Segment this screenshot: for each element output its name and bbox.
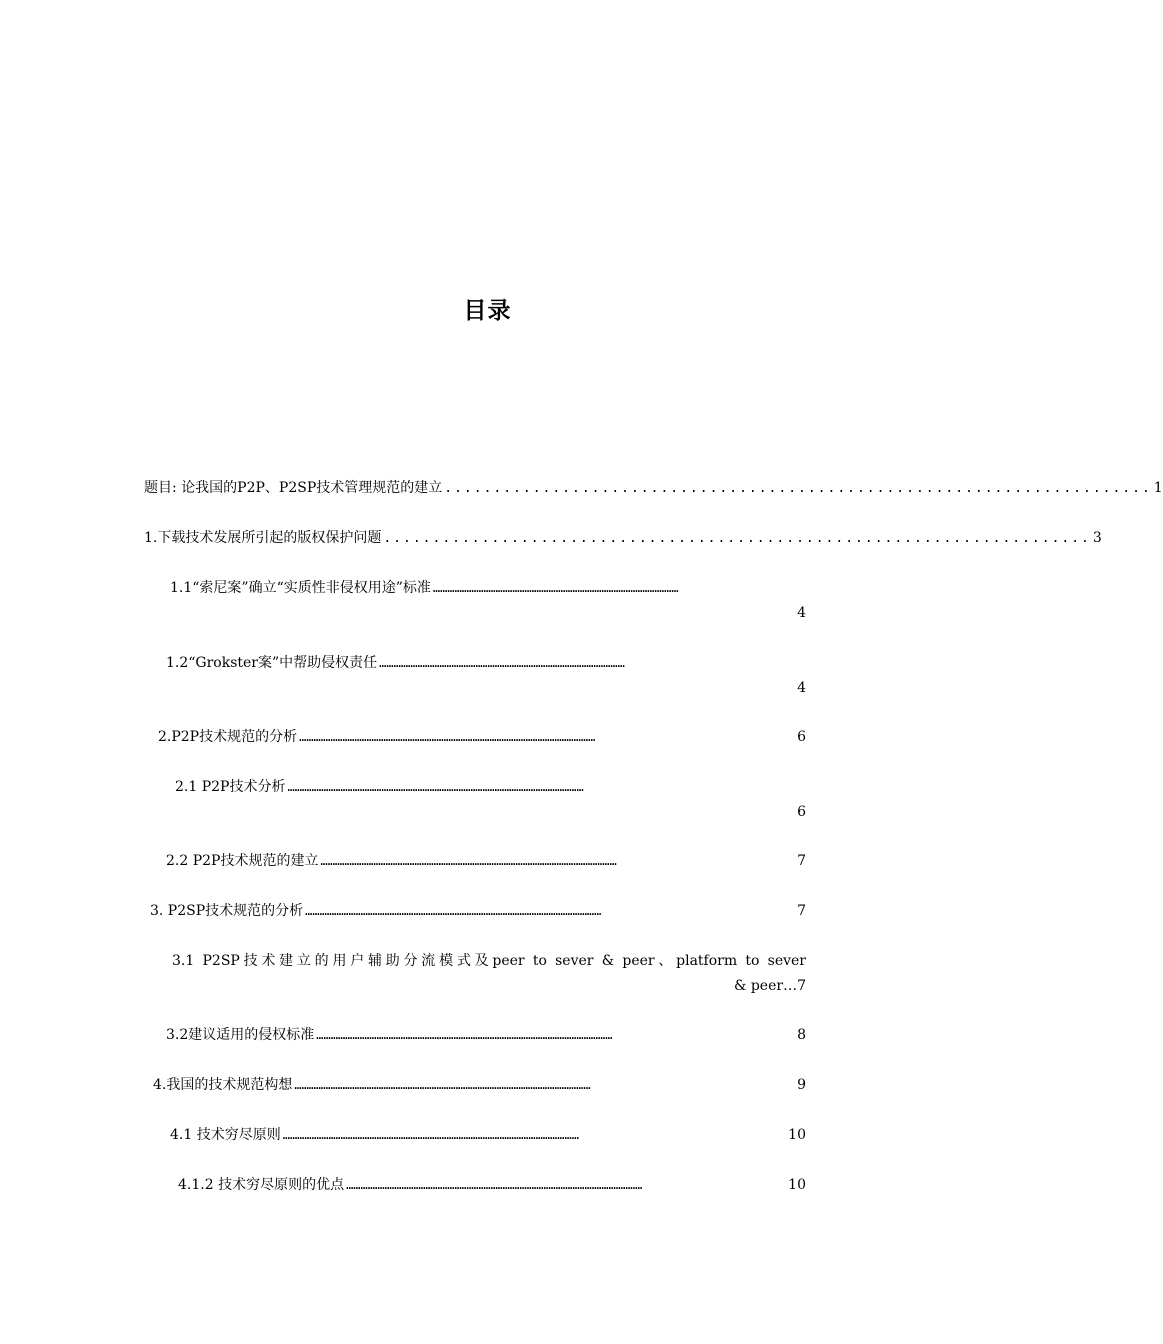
toc-entry-page: 1 bbox=[1153, 480, 1163, 496]
toc-entry[interactable] bbox=[170, 1125, 806, 1145]
dot-leader: …………………………………………………………………………………………………………… bbox=[316, 1028, 613, 1042]
toc-entry-page: 9 bbox=[797, 1077, 806, 1093]
dot-leader: … bbox=[783, 978, 798, 994]
toc-entry-page: 10 bbox=[788, 1127, 806, 1143]
toc-entry-label: 1.1“索尼案”确立“实质性非侵权用途”标准 bbox=[170, 580, 431, 596]
toc-entry[interactable] bbox=[166, 653, 806, 673]
toc-entry-label: 2.P2P技术规范的分析 bbox=[158, 729, 298, 745]
toc-entry[interactable] bbox=[166, 851, 806, 871]
toc-entry[interactable] bbox=[172, 951, 806, 971]
toc-entry-label: 3.2建议适用的侵权标准 bbox=[166, 1027, 315, 1043]
toc-entry[interactable] bbox=[170, 578, 806, 598]
toc-entry-continuation bbox=[560, 976, 806, 996]
toc-entry-label-continuation: & peer bbox=[733, 978, 784, 994]
toc-entry-page: 7 bbox=[797, 853, 806, 869]
dot-leader: ………………………………………………………………………………………… bbox=[379, 656, 625, 670]
page-title: 目录 bbox=[463, 298, 512, 324]
dot-leader: ........................................................................ bbox=[383, 531, 1091, 546]
toc-entry-label: 4.我国的技术规范构想 bbox=[153, 1077, 293, 1093]
toc-entry[interactable] bbox=[153, 1075, 806, 1095]
toc-entry[interactable] bbox=[175, 777, 806, 797]
toc-entry-page: 6 bbox=[797, 804, 806, 820]
toc-entry-page: 8 bbox=[797, 1027, 806, 1043]
dot-leader: ........................................................................ bbox=[444, 481, 1152, 496]
toc-entry[interactable] bbox=[144, 478, 1163, 499]
toc-entry-page: 4 bbox=[797, 680, 806, 696]
toc-entry[interactable] bbox=[150, 901, 806, 921]
dot-leader: …………………………………………………………………………………………………………… bbox=[294, 1078, 591, 1092]
toc-entry-page: 7 bbox=[797, 903, 806, 919]
toc-entry-label: 4.1 技术穷尽原则 bbox=[170, 1127, 281, 1143]
toc-entry-label: 3. P2SP技术规范的分析 bbox=[150, 903, 304, 919]
toc-entry[interactable] bbox=[158, 727, 806, 747]
toc-entry-page: 6 bbox=[797, 729, 806, 745]
toc-entry-label: 2.1 P2P技术分析 bbox=[175, 779, 286, 795]
toc-entry-label: 2.2 P2P技术规范的建立 bbox=[166, 853, 319, 869]
dot-leader: …………………………………………………………………………………………………………… bbox=[305, 904, 602, 918]
toc-entry-label: 4.1.2 技术穷尽原则的优点 bbox=[178, 1177, 345, 1193]
toc-entry[interactable] bbox=[166, 1025, 806, 1045]
toc-entry-label: 3.1 P2SP技术建立的用户辅助分流模式及peer to sever & peer、platform to sever bbox=[172, 953, 806, 969]
toc-entry-label: 1.2“Grokster案”中帮助侵权责任 bbox=[166, 655, 378, 671]
toc-entry-label: 题目: 论我国的P2P、P2SP技术管理规范的建立 bbox=[144, 480, 443, 496]
toc-entry-page: 10 bbox=[788, 1177, 806, 1193]
dot-leader: …………………………………………………………………………………………………………… bbox=[287, 780, 584, 794]
toc-entry-label: 1.下载技术发展所引起的版权保护问题 bbox=[144, 530, 382, 546]
dot-leader: ………………………………………………………………………………………… bbox=[432, 581, 679, 595]
dot-leader: …………………………………………………………………………………………………………… bbox=[320, 854, 617, 868]
toc-entry[interactable] bbox=[178, 1175, 806, 1195]
dot-leader: …………………………………………………………………………………………………………… bbox=[346, 1178, 643, 1192]
dot-leader: …………………………………………………………………………………………………………… bbox=[282, 1128, 579, 1142]
toc-entry-page: 7 bbox=[797, 978, 806, 994]
dot-leader: …………………………………………………………………………………………………………… bbox=[299, 730, 596, 744]
toc-entry-page: 4 bbox=[797, 605, 806, 621]
toc-entry[interactable] bbox=[144, 528, 1102, 549]
toc-entry-page: 3 bbox=[1092, 530, 1102, 546]
